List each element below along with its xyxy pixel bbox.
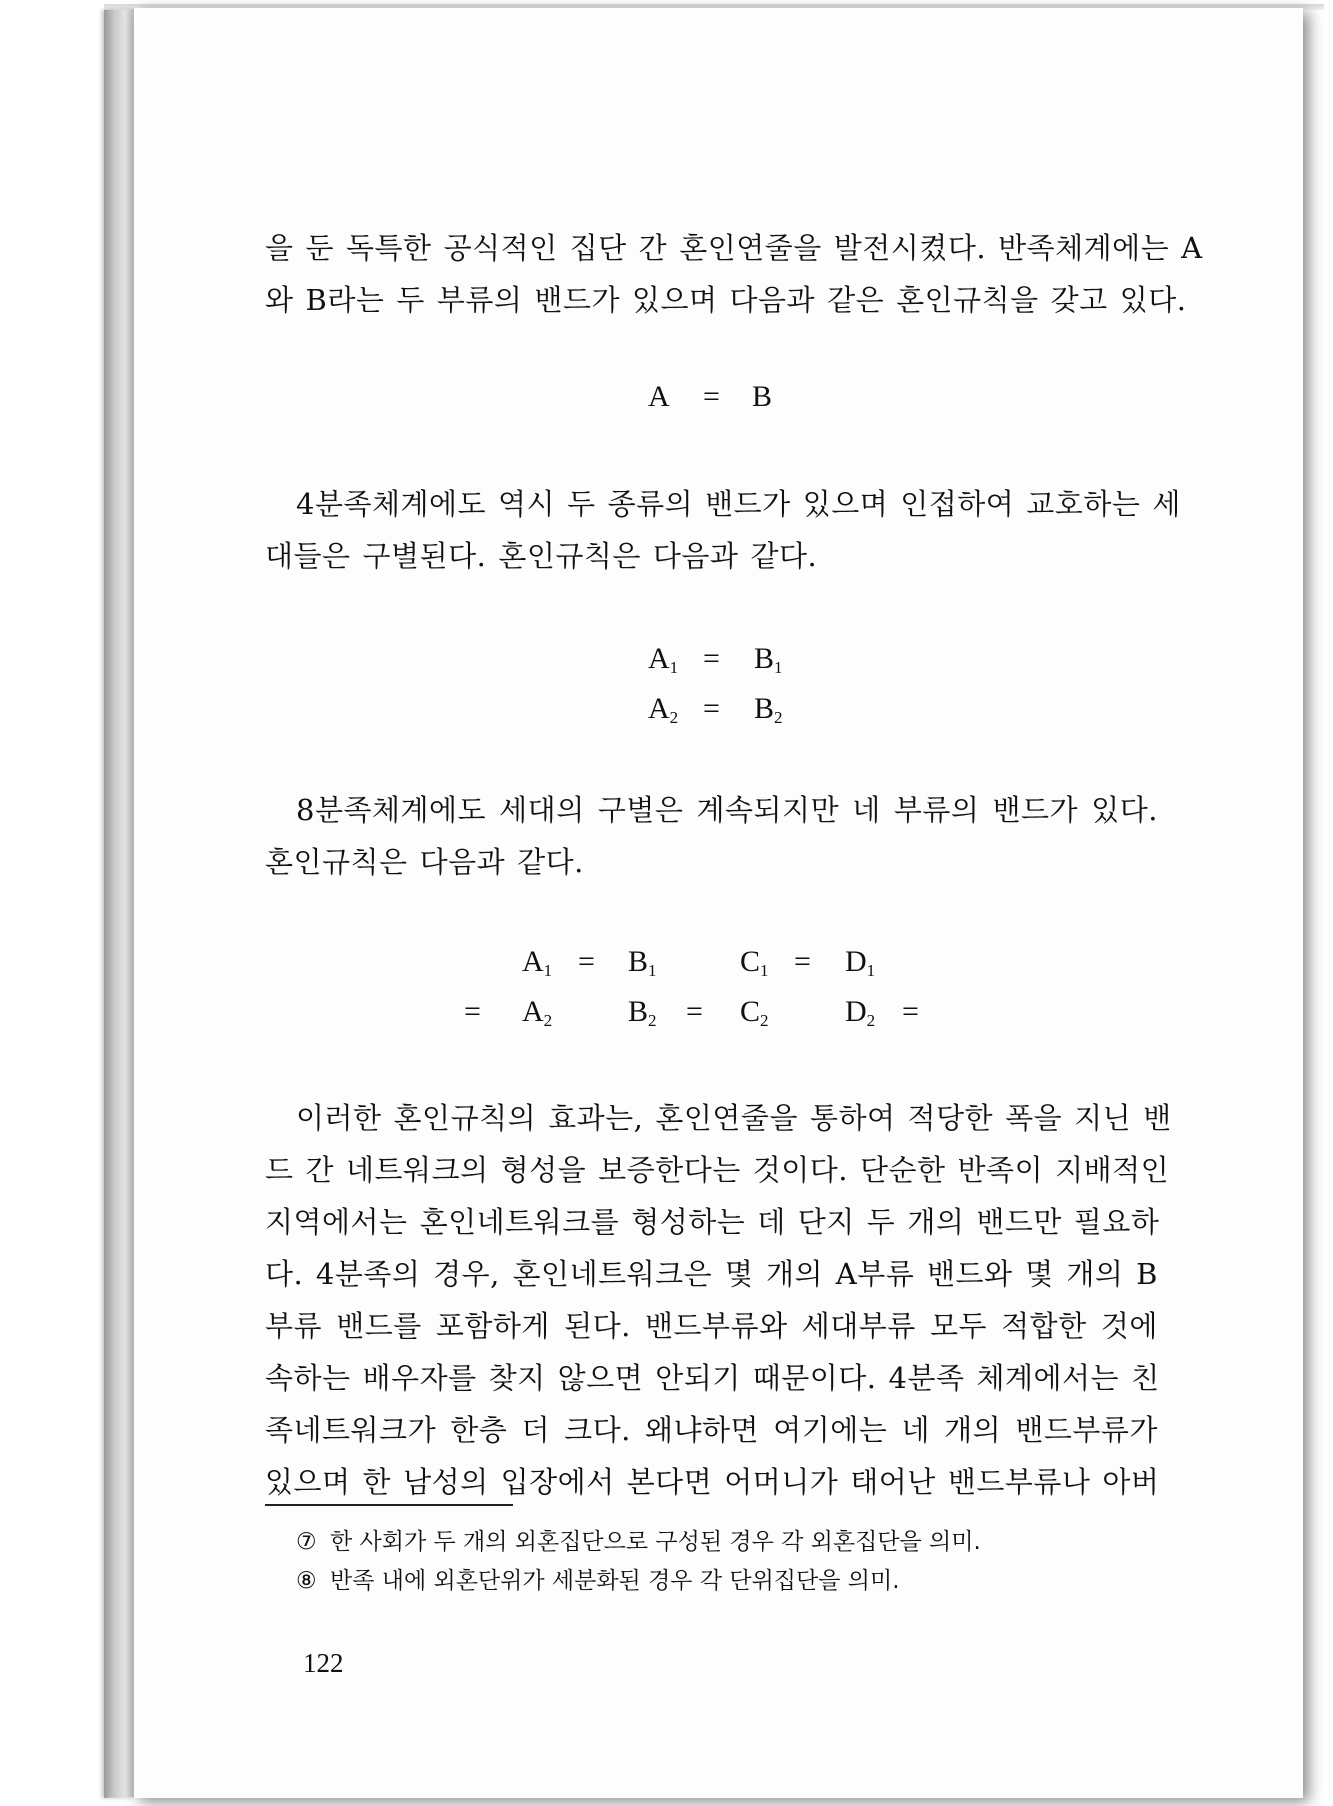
text-line bbox=[265, 1404, 1170, 1456]
word: 두 bbox=[866, 1205, 896, 1239]
word: 찾지 bbox=[488, 1361, 546, 1395]
word: 혼인규칙은 bbox=[498, 539, 641, 573]
word: 같다. bbox=[517, 845, 584, 879]
word: 둔 bbox=[305, 231, 335, 265]
word: 간 bbox=[305, 1153, 335, 1187]
text-line bbox=[265, 1248, 1170, 1300]
word: 체계에서는 bbox=[976, 1361, 1120, 1395]
text-line bbox=[265, 478, 1181, 530]
formula-subsection-a1: $A_1$ bbox=[522, 945, 553, 980]
paragraph-3 bbox=[265, 784, 1170, 888]
word: 있으며 bbox=[631, 283, 718, 317]
word: 혼인연줄을 bbox=[655, 1101, 798, 1135]
formula-subsection-b2: $B_2$ bbox=[628, 995, 657, 1030]
word: 네 bbox=[901, 1413, 930, 1447]
word: 종류의 bbox=[607, 487, 694, 521]
text-line bbox=[265, 784, 1170, 836]
word: 두 bbox=[567, 487, 596, 521]
word: 적합한 bbox=[1001, 1309, 1087, 1343]
word: 세 bbox=[1152, 487, 1181, 521]
formula-subsection-a2: $A_2$ bbox=[522, 995, 553, 1030]
word: 두 bbox=[396, 283, 425, 317]
text-line bbox=[265, 1196, 1170, 1248]
word: 있다. bbox=[1119, 283, 1187, 317]
word: 안되기 bbox=[655, 1361, 741, 1395]
word: 밴드가 bbox=[534, 283, 620, 317]
word: 모두 bbox=[929, 1309, 987, 1343]
word: 있으며 bbox=[802, 487, 889, 521]
word: 혼인네트워크를 bbox=[419, 1205, 620, 1239]
word: 지배적인 bbox=[1055, 1153, 1170, 1187]
word: 드 bbox=[265, 1153, 294, 1187]
text-line bbox=[265, 222, 1203, 274]
word: 밴드만 bbox=[976, 1205, 1062, 1239]
word: 효과는, bbox=[548, 1101, 644, 1135]
word: 밴드부류나 bbox=[947, 1465, 1091, 1499]
word: B bbox=[1136, 1257, 1158, 1291]
word: 단순한 bbox=[860, 1153, 946, 1187]
word: 않으면 bbox=[557, 1361, 644, 1395]
paragraph-1 bbox=[265, 222, 1203, 326]
word: 집단 bbox=[569, 231, 627, 265]
word: 부류의 bbox=[893, 793, 980, 827]
word: 간 bbox=[638, 231, 668, 265]
footnote-8 bbox=[296, 1562, 900, 1595]
word: A bbox=[1181, 231, 1203, 265]
word: 밴드부류와 bbox=[645, 1309, 788, 1343]
word: A부류 bbox=[835, 1257, 915, 1291]
word: 밴드부류가 bbox=[1015, 1413, 1158, 1447]
word: 것이다. bbox=[752, 1153, 848, 1187]
text-line bbox=[265, 1352, 1170, 1404]
word: 와 bbox=[265, 283, 294, 317]
formula-section-b2: $B_2$ bbox=[754, 692, 783, 727]
formula-subsection-c1: $C_1$ bbox=[740, 945, 769, 980]
word: 크다. bbox=[564, 1413, 631, 1447]
word: 입장에서 bbox=[500, 1465, 615, 1499]
word: 세대부류 bbox=[801, 1309, 916, 1343]
word: 네트워크의 bbox=[346, 1153, 489, 1187]
word: 부류의 bbox=[436, 283, 523, 317]
formula-moiety-left: A bbox=[648, 380, 670, 413]
word: 구별은 bbox=[597, 793, 684, 827]
text-line bbox=[265, 836, 1170, 888]
word: 때문이다. bbox=[752, 1361, 877, 1395]
word: 개의 bbox=[766, 1257, 824, 1291]
word: 혼인규칙의 bbox=[393, 1101, 537, 1135]
formula-section-eq2: = bbox=[703, 692, 720, 725]
text-line bbox=[265, 1300, 1170, 1352]
word: 대들은 bbox=[265, 539, 351, 573]
word: 폭을 bbox=[1005, 1101, 1063, 1135]
word: 한층 bbox=[450, 1413, 508, 1447]
word: 다. bbox=[265, 1257, 304, 1291]
word: 된다. bbox=[564, 1309, 631, 1343]
footnote-rule bbox=[265, 1504, 513, 1506]
word: 다음과 bbox=[419, 845, 506, 879]
word: 발전시켰다. bbox=[833, 231, 987, 265]
word: 아버 bbox=[1102, 1465, 1160, 1499]
word: 개의 bbox=[1066, 1257, 1124, 1291]
word: 개의 bbox=[907, 1205, 965, 1239]
word: 역시 bbox=[498, 487, 556, 521]
word: 지역에서는 bbox=[265, 1205, 408, 1239]
word: 8분족체계에도 bbox=[296, 793, 487, 827]
word: 혼인규칙을 bbox=[896, 283, 1039, 317]
formula-subsection-c2: $C_2$ bbox=[740, 995, 769, 1030]
word: 배우자를 bbox=[362, 1361, 477, 1395]
word: 지닌 bbox=[1074, 1101, 1132, 1135]
paragraph-2 bbox=[265, 478, 1181, 582]
text-line bbox=[265, 1092, 1170, 1144]
word: 형성하는 bbox=[631, 1205, 746, 1239]
word: 개의 bbox=[944, 1413, 1002, 1447]
formula-section-a1: $A_1$ bbox=[648, 642, 679, 677]
footnote-mark: ⑧ bbox=[296, 1568, 317, 1594]
word: 반족체계에는 bbox=[998, 231, 1170, 265]
paragraph-4 bbox=[265, 1092, 1170, 1508]
word: 속하는 bbox=[265, 1361, 351, 1395]
word: 공식적인 bbox=[443, 231, 558, 265]
word: 독특한 bbox=[346, 231, 432, 265]
word: 같은 bbox=[827, 283, 885, 317]
word: 밴 bbox=[1143, 1101, 1172, 1135]
text-line bbox=[265, 1144, 1170, 1196]
word: 태어난 bbox=[850, 1465, 936, 1499]
word: 데 bbox=[757, 1205, 786, 1239]
word: 다음과 bbox=[652, 539, 739, 573]
word: 세대의 bbox=[499, 793, 585, 827]
word: 몇 bbox=[1025, 1257, 1054, 1291]
formula-section-b1: $B_1$ bbox=[754, 642, 783, 677]
word: 필요하 bbox=[1073, 1205, 1160, 1239]
word: 4분족 bbox=[888, 1361, 965, 1395]
text-line bbox=[265, 530, 1170, 582]
text-line bbox=[265, 1456, 1170, 1508]
word: 갖고 bbox=[1050, 283, 1108, 317]
word: 구별된다. bbox=[362, 539, 487, 573]
page-number: 122 bbox=[303, 1648, 344, 1678]
book-spine bbox=[104, 9, 134, 1798]
formula-moiety-eq: = bbox=[703, 380, 720, 413]
word: 밴드가 bbox=[705, 487, 791, 521]
word: 네 bbox=[852, 793, 881, 827]
word: 족네트워크가 bbox=[265, 1413, 437, 1447]
word: 더 bbox=[521, 1413, 550, 1447]
formula-subsection-d1: $D_1$ bbox=[845, 945, 876, 980]
word: 혼인규칙은 bbox=[265, 845, 408, 879]
word: 한 bbox=[362, 1465, 392, 1499]
formula-subsection-d2: $D_2$ bbox=[845, 995, 876, 1030]
word: 보증한다는 bbox=[598, 1153, 741, 1187]
word: 친 bbox=[1131, 1361, 1160, 1395]
word: 밴드가 bbox=[992, 793, 1079, 827]
formula-subsection-eq: = bbox=[578, 945, 595, 978]
formula-subsection-b1: $B_1$ bbox=[628, 945, 657, 980]
formula-subsection-eq: = bbox=[464, 995, 481, 1028]
footnote-text: 한 사회가 두 개의 외혼집단으로 구성된 경우 각 외혼집단을 의미. bbox=[330, 1529, 981, 1555]
word: 남성의 bbox=[403, 1465, 489, 1499]
word: 같다. bbox=[750, 539, 818, 573]
word: 혼인네트워크은 bbox=[512, 1257, 713, 1291]
word: 4분족의 bbox=[315, 1257, 421, 1291]
footnote-text: 반족 내에 외혼단위가 세분화된 경우 각 단위집단을 의미. bbox=[330, 1568, 900, 1594]
word: 적당한 bbox=[907, 1101, 994, 1135]
word: 반족이 bbox=[957, 1153, 1044, 1187]
word: 밴드와 bbox=[926, 1257, 1013, 1291]
word: 것에 bbox=[1100, 1309, 1158, 1343]
word: 을 bbox=[265, 231, 294, 265]
word: 계속되지만 bbox=[696, 793, 840, 827]
word: 인접하여 bbox=[900, 487, 1015, 521]
footnote-mark: ⑦ bbox=[296, 1529, 317, 1555]
word: 교호하는 bbox=[1026, 487, 1141, 521]
word: 형성을 bbox=[500, 1153, 587, 1187]
formula-subsection-eq: = bbox=[902, 995, 919, 1028]
formula-subsection-eq: = bbox=[686, 995, 703, 1028]
word: 여기에는 bbox=[773, 1413, 888, 1447]
word: 몇 bbox=[724, 1257, 754, 1291]
formula-moiety-right: B bbox=[752, 380, 773, 413]
word: 본다면 bbox=[626, 1465, 713, 1499]
word: 단지 bbox=[797, 1205, 855, 1239]
word: 혼인연줄을 bbox=[679, 231, 822, 265]
formula-section-a2: $A_2$ bbox=[648, 692, 679, 727]
word: 통하여 bbox=[809, 1101, 896, 1135]
text-line bbox=[265, 274, 1187, 326]
word: 다음과 bbox=[729, 283, 816, 317]
word: 어머니가 bbox=[724, 1465, 839, 1499]
word: 이러한 bbox=[296, 1101, 382, 1135]
word: 있다. bbox=[1091, 793, 1158, 827]
word: 부류 bbox=[265, 1309, 323, 1343]
word: 포함하게 bbox=[435, 1309, 550, 1343]
footnote-7 bbox=[296, 1523, 981, 1556]
word: 밴드를 bbox=[336, 1309, 422, 1343]
word: 4분족체계에도 bbox=[296, 487, 487, 521]
word: 왜냐하면 bbox=[645, 1413, 760, 1447]
formula-section-eq1: = bbox=[703, 642, 720, 675]
word: 경우, bbox=[433, 1257, 500, 1291]
word: 있으며 bbox=[265, 1465, 351, 1499]
word: B라는 bbox=[305, 283, 385, 317]
formula-subsection-eq: = bbox=[794, 945, 811, 978]
